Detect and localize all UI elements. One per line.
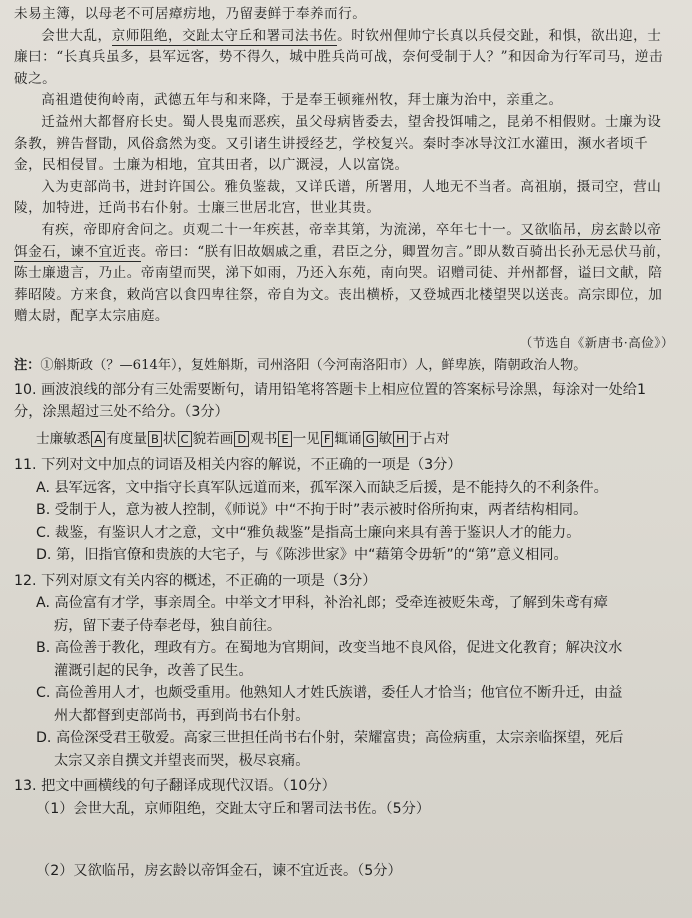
break-mark-f[interactable]: F [321,431,334,447]
classical-passage [14,4,674,354]
option-line: C. 高俭善用人才，也颇受重用。他熟知人才姓氏族谱，委任人才恰当；他官位不断升迁，由益 [36,685,623,701]
question-11-option-d[interactable]: D. 第，旧指官僚和贵族的大宅子，与《陈涉世家》中“藉第令毋斩”的“第”意义相同。 [36,547,568,563]
option-line: B. 高俭善于教化，理政有方。在蜀地为官期间，改变当地不良风俗，促进文化教育；解决汶水 [36,640,623,656]
passage-source: （节选自《新唐书·高俭》） [519,334,674,350]
question-10-stem: 10. 画波浪线的部分有三处需要断句，请用铅笔将答题卡上相应位置的答案标号涂黑，每涂对一处给1分，涂黑超过三处不给分。（3分） [14,381,646,420]
passage-paragraph: 入为吏部尚书，进封许国公。雅负鉴裁，又详氏谱，所署用，人地无不当者。高祖崩，摄司空，营山陵，加特进，迁尚书右仆射。士廉三世居北宫，世业其贵。 [14,178,662,217]
questions [14,379,674,883]
underlined-sentence-1: 京师阻绝，交趾太守丘和署司法书佐 [111,27,338,44]
seg-text: 一见 [292,430,320,447]
question-11-stem: 11. 下列对文中加点的词语及相关内容的解说，不正确的一项是（3分） [14,457,462,473]
break-mark-h[interactable]: H [393,431,408,447]
seg-text: 士廉敏悉 [36,430,91,447]
question-12-option-a[interactable] [36,592,674,637]
question-12-option-d[interactable] [36,727,674,772]
passage-paragraph: 未易主簿，以母老不可居瘴疠地，乃留妻鲜于奉养而行。 [14,6,367,22]
option-line: 灌溉引起的民争，改善了民生。 [54,662,253,679]
break-mark-g[interactable]: G [363,431,378,447]
passage-paragraph [14,26,674,91]
question-11-option-a[interactable]: A. 县军远客，文中指守长真军队远道而来，孤军深入而缺乏后援，是不能持久的不利条件。 [36,479,608,496]
option-line: 州大都督到吏部尚书，再到尚书右仆射。 [54,707,310,724]
seg-text: 于占对 [408,430,450,447]
underlined-sentence-2b: 龄以帝饵金石，谏不宜近丧 [14,221,662,260]
break-mark-b[interactable]: B [148,431,162,447]
question-12-option-b[interactable] [36,637,674,682]
passage-paragraph: 迁益州大都督府长史。蜀人畏鬼而恶疾，虽父母病皆委去，望舍投饵哺之，昆弟不相假财。士廉为设条教，辨告督勖，风俗翕然为变。又引诸生讲授经艺，学校复兴。秦时李冰导汶江水灌田，濒水者顷千金，民相侵冒。士廉为相地，宜其田者，以广溉浸，人以富饶。 [14,113,662,174]
seg-text: 辄诵 [334,430,362,447]
question-13-stem: 13. 把文中画横线的句子翻译成现代汉语。（10分） [14,778,336,794]
break-mark-e[interactable]: E [278,431,291,447]
option-line: D. 高俭深受君王敬爱。高家三世担任尚书右仆射，荣耀富贵；高俭病重，太宗亲临探望，死后 [36,730,624,746]
passage-text: 有疾，帝即府舍问之。贞观二十一年疾甚，帝幸其第，为流涕，卒年七十一。 [41,221,521,238]
passage-paragraph [14,220,674,328]
footnote-label: 注： [14,357,41,373]
seg-text: 观书 [250,430,278,447]
passage-text: 会世大乱， [41,27,112,44]
option-line: A. 高俭富有才学，事亲周全。中举文才甲科，补治礼郎；受牵连被贬朱鸢，了解到朱鸢有瘴 [36,595,608,611]
underlined-sentence-2a: 又欲临吊，房玄 [520,221,620,238]
footnote-text: ①斛斯政（？—614年），复姓斛斯，司州洛阳（今河南洛阳市）人，鲜卑族，隋朝政治人物。 [40,357,587,373]
question-11-option-b[interactable]: B. 受制于人，意为被人控制，《师说》中“不拘于时”表示被时俗所拘束，两者结构相同。 [36,502,588,518]
seg-text: 貌若画 [192,430,234,447]
seg-text: 敏 [378,430,393,447]
option-line: 疠，留下妻子侍奉老母，独自前往。 [54,617,282,634]
question-11-option-c[interactable]: C. 裁鉴，有鉴识人才之意，文中“雅负裁鉴”是指高士廉向来具有善于鉴识人才的能力。 [36,524,581,541]
passage-text: 。时钦州俚帅宁长真以兵侵交趾，和惧，欲出迎，士廉曰：“长真兵虽多，县军远客，势不得久，城中胜兵尚可战，奈何受制于人？”和因命为行军司马，逆击破之。 [14,27,664,87]
question-13-sentence-1: （1）会世大乱，京师阻绝，交趾太守丘和署司法书佐。（5分） [36,800,431,817]
passage-paragraph: 高祖遣使徇岭南，武德五年与和来降，于是奉王顿雍州牧，拜士廉为治中，亲重之。 [41,92,563,109]
seg-text: 状 [162,430,177,447]
question-13-sentence-2: （2）又欲临吊，房玄龄以帝饵金石，谏不宜近丧。（5分） [36,863,402,879]
option-line: 太宗又亲自撰文并望丧而哭，极尽哀痛。 [54,752,310,769]
seg-text: 有度量 [106,430,148,447]
segmentation-line [36,428,674,451]
break-mark-a[interactable]: A [91,431,105,447]
question-12-stem: 12. 下列对原文有关内容的概述，不正确的一项是（3分） [14,572,377,589]
answer-space[interactable] [14,820,674,860]
break-mark-d[interactable]: D [234,431,249,447]
footnote [14,356,674,376]
passage-text: 。帝曰：“朕有旧故姻戚之重，君臣之分，卿置勿言。”即从数百骑出长孙无忌伏马前，陈士廉遗言，乃止。帝南望而哭，涕下如雨，乃还入东苑，南向哭。诏赠司徒、并州都督，谥曰文献，陪葬昭陵。方来食，敕尚宫以食四卑往祭，帝自为文。丧出横桥，又登城西北楼望哭以送丧。高宗即位，加赠太尉，配享太宗庙庭。 [14,243,671,325]
break-mark-c[interactable]: C [178,431,192,447]
question-12-option-c[interactable] [36,682,674,727]
